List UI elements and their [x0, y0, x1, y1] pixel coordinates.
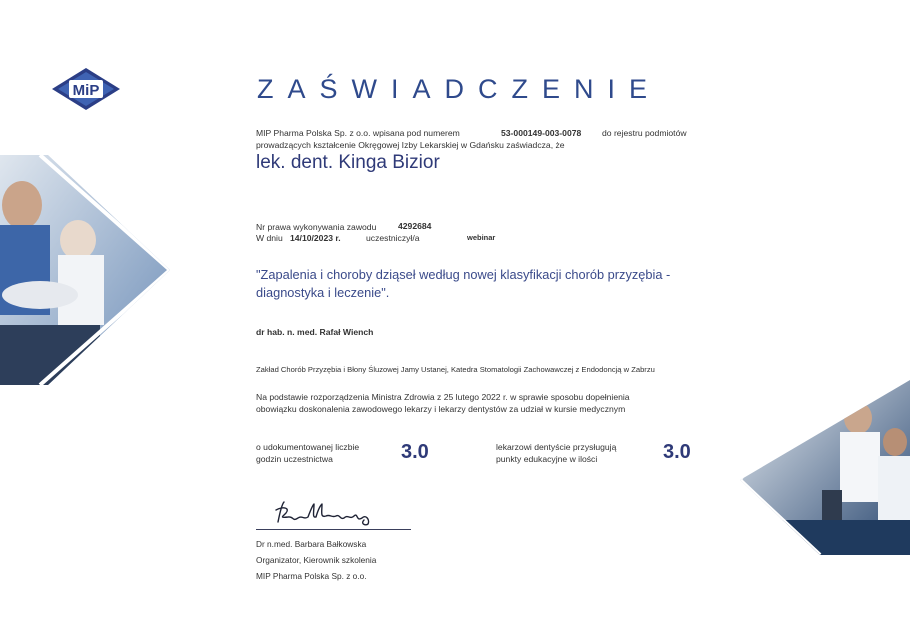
- date-label: W dniu: [256, 233, 283, 243]
- hours-label-2: godzin uczestnictwa: [256, 454, 333, 464]
- hours-label-1: o udokumentowanej liczbie: [256, 442, 360, 452]
- signer-role: Organizator, Kierownik szkolenia: [256, 555, 377, 565]
- date-value: 14/10/2023 r.: [290, 233, 341, 243]
- participated-label: uczestniczył/a: [366, 233, 420, 243]
- license-number: 4292684: [398, 221, 432, 231]
- lab-photo-collage: [740, 380, 910, 555]
- certificate-title: ZAŚWIADCZENIE: [257, 74, 662, 104]
- intro-line-1a: MIP Pharma Polska Sp. z o.o. wpisana pod numerem: [256, 128, 460, 138]
- dental-photo-collage: [0, 155, 170, 385]
- legal-line-1: Na podstawie rozporządzenia Ministra Zdrowia z 25 lutego 2022 r. w sprawie sposobu dopełnienia: [256, 392, 630, 402]
- handwritten-signature: [270, 498, 380, 528]
- signer-company: MIP Pharma Polska Sp. z o.o.: [256, 571, 367, 581]
- institution: Zakład Chorób Przyzębia i Błony Śluzowej Jamy Ustanej, Katedra Stomatologii Zachowawczej z Endodoncją w Zabrzu: [256, 365, 655, 374]
- course-title: "Zapalenia i choroby dziąseł według nowej klasyfikacji chorób przyzębia - diagnostyka i leczenie".: [256, 267, 671, 300]
- svg-text:MiP: MiP: [72, 82, 100, 99]
- signer-name: Dr n.med. Barbara Bałkowska: [256, 539, 367, 549]
- intro-line-1b: do rejestru podmiotów: [602, 128, 687, 138]
- points-label-1: lekarzowi dentyście przysługują: [496, 442, 617, 452]
- hours-value: 3.0: [401, 441, 429, 463]
- participant-name: lek. dent. Kinga Bizior: [256, 152, 440, 173]
- mip-logo: [52, 68, 120, 110]
- lecturer-name: dr hab. n. med. Rafał Wiench: [256, 327, 374, 337]
- course-format: webinar: [467, 233, 496, 242]
- license-label: Nr prawa wykonywania zawodu: [256, 222, 377, 232]
- points-label-2: punkty edukacyjne w ilości: [496, 454, 598, 464]
- points-value: 3.0: [663, 441, 691, 463]
- intro-line-2: prowadzących kształcenie Okręgowej Izby Lekarskiej w Gdańsku zaświadcza, że: [256, 140, 565, 150]
- signature-line: [256, 529, 411, 530]
- legal-line-2: obowiązku doskonalenia zawodowego lekarzy i lekarzy dentystów za udział w kursie medycznym: [256, 404, 626, 414]
- registry-number: 53-000149-003-0078: [501, 128, 582, 138]
